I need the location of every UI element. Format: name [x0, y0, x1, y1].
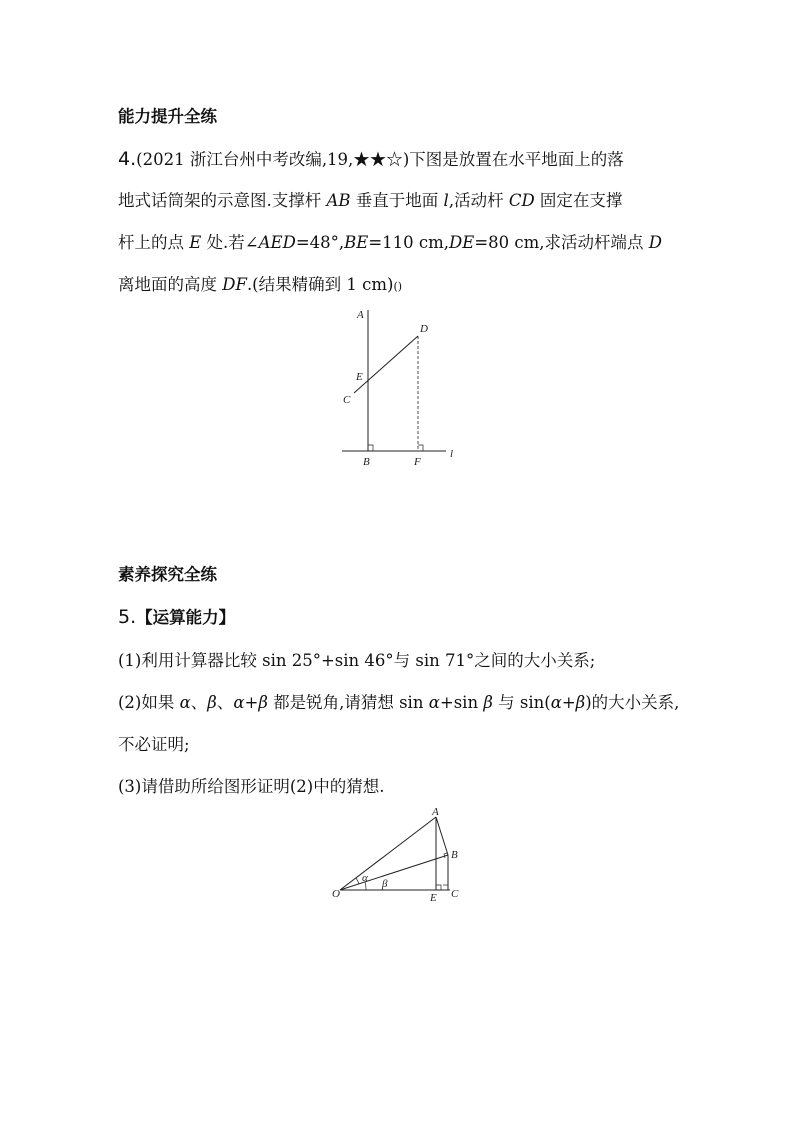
problem-number: 5. — [118, 606, 137, 628]
label-a: A — [357, 309, 364, 321]
math-var: β — [207, 693, 217, 712]
math-var: α — [233, 693, 245, 712]
problem-text: )的大小关系, — [585, 693, 680, 712]
right-angle-e — [436, 885, 441, 890]
figure-angle-triangles — [328, 805, 468, 905]
problem-text: (2)如果 — [118, 693, 180, 712]
problem-text: 固定在支撑 — [534, 191, 623, 210]
label-beta: β — [382, 878, 388, 890]
math-var: AB — [326, 191, 351, 210]
math-var: β — [483, 693, 493, 712]
label-e: E — [430, 892, 437, 904]
problem-text: 与 sin( — [492, 693, 551, 712]
problem-text: =110 cm, — [368, 233, 450, 252]
problem-5-line-1 — [118, 606, 235, 629]
math-var: β — [575, 693, 586, 712]
problem-text: +sin — [439, 693, 484, 712]
label-a: A — [432, 806, 439, 818]
problem-4-line-3 — [118, 232, 662, 254]
label-e: E — [356, 371, 363, 383]
math-var: E — [189, 233, 202, 252]
problem-5-part-3: (3)请借助所给图形证明(2)中的猜想. — [118, 777, 385, 796]
figure-microphone-stand — [330, 305, 470, 470]
math-var: α — [179, 693, 191, 712]
label-o: O — [332, 888, 340, 900]
math-var: D — [648, 233, 662, 252]
problem-text: ,活动杆 — [448, 191, 509, 210]
problem-4-line-1 — [118, 148, 624, 171]
problem-4-line-2 — [118, 190, 622, 212]
problem-text: + — [561, 693, 576, 712]
label-l: l — [450, 448, 454, 460]
problem-source: 2021 浙江台州中考改编,19,★★☆ — [142, 150, 403, 169]
segment-oa — [340, 817, 436, 890]
label-c: C — [451, 888, 459, 900]
problem-text: 垂直于地面 — [350, 191, 444, 210]
problem-text: 处.若∠ — [201, 233, 259, 252]
problem-text: =80 cm,求活动杆端点 — [474, 233, 649, 252]
right-angle-f — [418, 445, 423, 451]
problem-text: =48°, — [295, 233, 345, 252]
problem-text: 下图是放置在水平地面上的落 — [409, 150, 624, 169]
problem-number: 4. — [118, 148, 137, 170]
math-var: α — [428, 693, 440, 712]
problem-5-part-1: (1)利用计算器比较 sin 25°+sin 46°与 sin 71°之间的大小关系; — [118, 651, 596, 670]
problem-5-part-2 — [118, 692, 679, 714]
problem-text: .(结果精确到 1 cm) — [246, 275, 394, 294]
label-b: B — [451, 849, 458, 861]
label-alpha: α — [362, 872, 368, 884]
problem-text: 离地面的高度 — [118, 275, 223, 294]
label-f: F — [414, 456, 421, 468]
problem-5-part-2-cont: 不必证明; — [118, 735, 190, 754]
problem-text: + — [244, 693, 259, 712]
math-var: BE — [344, 233, 369, 252]
math-var: DF — [222, 275, 247, 294]
problem-4-line-4 — [118, 274, 402, 298]
segment-ob — [340, 855, 448, 890]
answer-blank: () — [393, 280, 403, 293]
source-paren-close: ) — [402, 150, 410, 169]
math-var: β — [258, 693, 268, 712]
problem-text: 都是锐角,请猜想 sin — [267, 693, 429, 712]
label-d: D — [420, 323, 428, 335]
problem-text: 地式话筒架的示意图.支撑杆 — [118, 191, 327, 210]
math-var: l — [443, 191, 449, 210]
section-heading-literacy: 素养探究全练 — [118, 565, 217, 584]
problem-text: 、 — [190, 693, 208, 712]
problem-tag: 【运算能力】 — [136, 608, 236, 627]
segment-ab — [436, 817, 448, 855]
math-var: α — [550, 693, 562, 712]
math-var: AED — [258, 233, 296, 252]
right-angle-b — [368, 445, 373, 451]
source-paren-open: ( — [136, 150, 143, 169]
label-c: C — [343, 394, 351, 406]
rod-cd — [354, 336, 418, 393]
section-heading-ability: 能力提升全练 — [118, 107, 217, 126]
math-var: DE — [449, 233, 475, 252]
label-b: B — [363, 456, 370, 468]
arc-alpha — [356, 878, 359, 884]
math-var: CD — [508, 191, 535, 210]
problem-text: 杆上的点 — [118, 233, 190, 252]
problem-text: 、 — [216, 693, 234, 712]
